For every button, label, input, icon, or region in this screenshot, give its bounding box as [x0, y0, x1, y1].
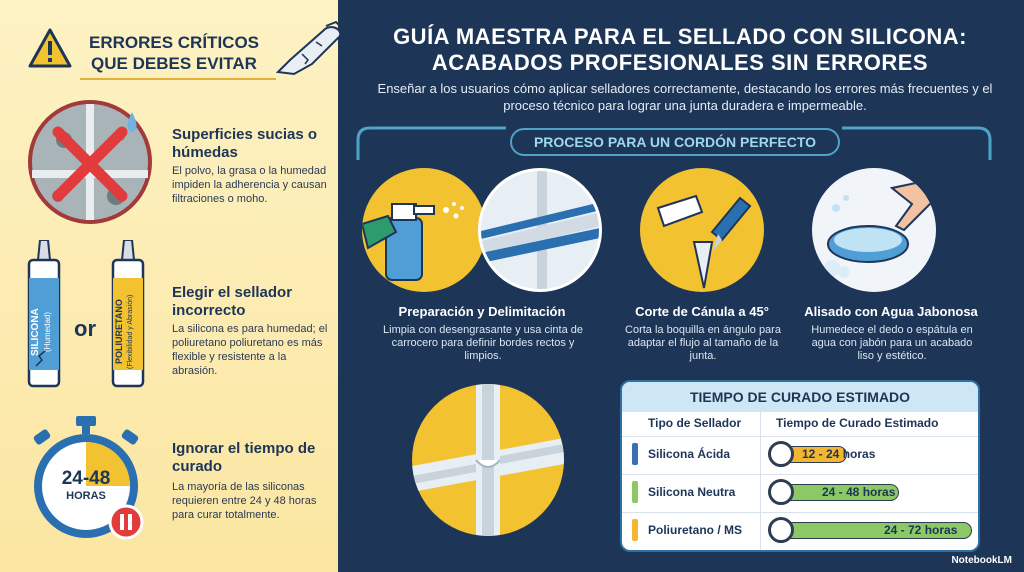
step-title: Preparación y Delimitación	[398, 304, 566, 319]
errors-panel	[0, 0, 338, 572]
clock-icon	[768, 517, 794, 543]
step-title: Corte de Cánula a 45°	[635, 304, 769, 319]
title-underline	[80, 78, 276, 80]
curing-table-title: TIEMPO DE CURADO ESTIMADO	[622, 382, 978, 412]
page-title	[350, 24, 1010, 76]
errors-title	[84, 32, 264, 74]
page-title-line2: ACABADOS PROFESIONALES SIN ERRORES	[431, 50, 929, 75]
spray-bottle-icon	[362, 168, 486, 292]
sealant-type: Silicona Neutra	[648, 485, 736, 499]
sealant-type: Silicona Ácida	[648, 447, 731, 461]
error-item-dirty-surfaces	[0, 96, 338, 226]
or-text: or	[74, 316, 96, 341]
error-description: El polvo, la grasa o la humedad impiden la adherencia y causan filtraciones o moho.	[172, 165, 327, 205]
page-subtitle: Enseñar a los usuarios cómo aplicar selladores correctamente, destacando los errores más frecuentes y el proceso técnico para lograr una junta duradera e impermeable.	[377, 81, 993, 113]
curing-time-table	[620, 380, 980, 552]
warning-icon	[28, 28, 72, 68]
cleaning-illustration	[362, 168, 486, 292]
step-description: Humedece el dedo o espátula en agua con jabón para un acabado liso y estético.	[811, 324, 973, 362]
errors-title-line2: QUE DEBES EVITAR	[91, 54, 257, 73]
masking-tape-icon	[481, 171, 602, 292]
nozzle-cutter-icon	[640, 168, 764, 292]
brand-logo: NotebookLM	[951, 555, 1012, 566]
curing-time: 24 - 48 horas	[822, 485, 896, 499]
smoothing-illustration	[812, 168, 936, 292]
timer-unit: HORAS	[66, 490, 106, 502]
error-description: La silicona es para humedad; el poliuretano poliuretano es más flexible y resistente a la abrasión.	[172, 323, 328, 377]
curing-time: 24 - 72 horas	[884, 523, 958, 537]
polyurethane-tube-label	[114, 284, 144, 380]
error-description: La mayoría de las siliconas requieren entre 24 y 48 horas para curar totalmente.	[172, 481, 317, 521]
cracked-tube-icon	[272, 20, 348, 80]
error-item-curing-time	[0, 410, 338, 560]
process-title: PROCESO PARA UN CORDÓN PERFECTO	[510, 128, 840, 156]
error-item-wrong-sealant	[0, 238, 338, 398]
table-row	[622, 474, 980, 510]
sealant-tube-icon	[632, 481, 638, 503]
dirty-surface-icon	[28, 100, 152, 224]
polyurethane-label: POLIURETANO	[114, 299, 124, 365]
silicone-tube-label	[30, 292, 60, 372]
finished-joint-illustration	[412, 384, 564, 536]
curing-time: 12 - 24 horas	[802, 447, 876, 461]
masking-tape-illustration	[478, 168, 602, 292]
sealant-type: Poliuretano / MS	[648, 523, 743, 537]
nozzle-cut-illustration	[640, 168, 764, 292]
error-heading: Elegir el sellador incorrecto	[172, 284, 293, 319]
sealant-tube-icon	[632, 519, 638, 541]
silicone-label: SILICONA	[30, 308, 41, 356]
errors-header	[22, 14, 322, 80]
step-title: Alisado con Agua Jabonosa	[804, 304, 978, 319]
soapy-water-icon	[812, 168, 936, 292]
error-heading: Superficies sucias o húmedas	[172, 126, 318, 161]
errors-title-line1: ERRORES CRÍTICOS	[88, 33, 260, 52]
table-row	[622, 436, 980, 472]
clock-icon	[768, 479, 794, 505]
column-header-type: Tipo de Sellador	[648, 416, 742, 430]
error-heading: Ignorar el tiempo de curado	[172, 440, 316, 475]
table-row	[622, 512, 980, 548]
polyurethane-sublabel: (Flexibilidad y Abrasión)	[127, 294, 134, 370]
step-description: Limpia con desengrasante y usa cinta de carrocero para definir bordes rectos y limpios.	[383, 324, 583, 362]
sealant-tube-icon	[632, 443, 638, 465]
clock-icon	[768, 441, 794, 467]
sealed-joint-icon	[412, 384, 564, 536]
page-title-line1: GUÍA MAESTRA PARA EL SELLADO CON SILICONA:	[393, 24, 967, 49]
silicone-sublabel: (Humedad)	[43, 312, 52, 353]
column-header-time: Tiempo de Curado Estimado	[776, 416, 939, 430]
timer-value: 24-48	[61, 468, 111, 489]
step-description: Corta la boquilla en ángulo para adaptar el flujo al tamaño de la junta.	[625, 324, 781, 362]
